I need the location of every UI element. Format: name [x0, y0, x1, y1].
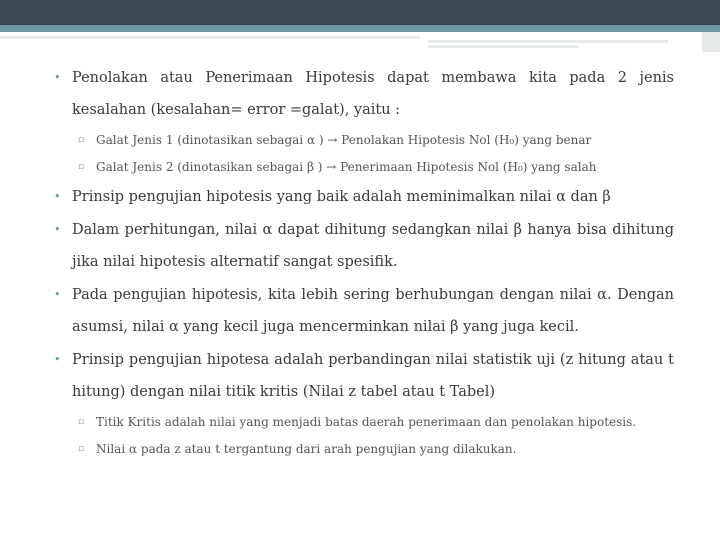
sub-bullet-item: ▫ Nilai α pada z atau t tergantung dari arah pengujian yang dilakukan. [54, 436, 674, 463]
bullet-item: • Dalam perhitungan, nilai α dapat dihitung sedangkan nilai β hanya bisa dihitung jika nilai hipotesis alternatif sangat spesifik. [54, 214, 674, 278]
sub-bullet-item: ▫ Titik Kritis adalah nilai yang menjadi batas daerah penerimaan dan penolakan hipotesis. [54, 409, 674, 436]
decorative-line [0, 36, 420, 39]
top-dark-bar [0, 0, 720, 25]
decorative-line [428, 40, 668, 43]
bullet-item: • Pada pengujian hipotesis, kita lebih sering berhubungan dengan nilai α. Dengan asumsi, nilai α yang kecil juga mencerminkan nilai β yang juga kecil. [54, 279, 674, 343]
top-teal-bar [0, 25, 720, 32]
sub-bullet-item: ▫ Galat Jenis 2 (dinotasikan sebagai β ) → Penerimaan Hipotesis Nol (H₀) yang salah [54, 154, 674, 181]
decorative-line [428, 45, 578, 48]
bullet-item: • Prinsip pengujian hipotesa adalah perbandingan nilai statistik uji (z hitung atau t hitung) dengan nilai titik kritis (Nilai z tabel atau t Tabel) [54, 344, 674, 408]
bullet-item: • Penolakan atau Penerimaan Hipotesis dapat membawa kita pada 2 jenis kesalahan (kesalahan= error =galat), yaitu : [54, 62, 674, 126]
bullet-item: • Prinsip pengujian hipotesis yang baik adalah meminimalkan nilai α dan β [54, 181, 674, 213]
decorative-block [702, 32, 720, 52]
slide-content [54, 62, 674, 463]
sub-bullet-item: ▫ Galat Jenis 1 (dinotasikan sebagai α ) → Penolakan Hipotesis Nol (H₀) yang benar [54, 127, 674, 154]
